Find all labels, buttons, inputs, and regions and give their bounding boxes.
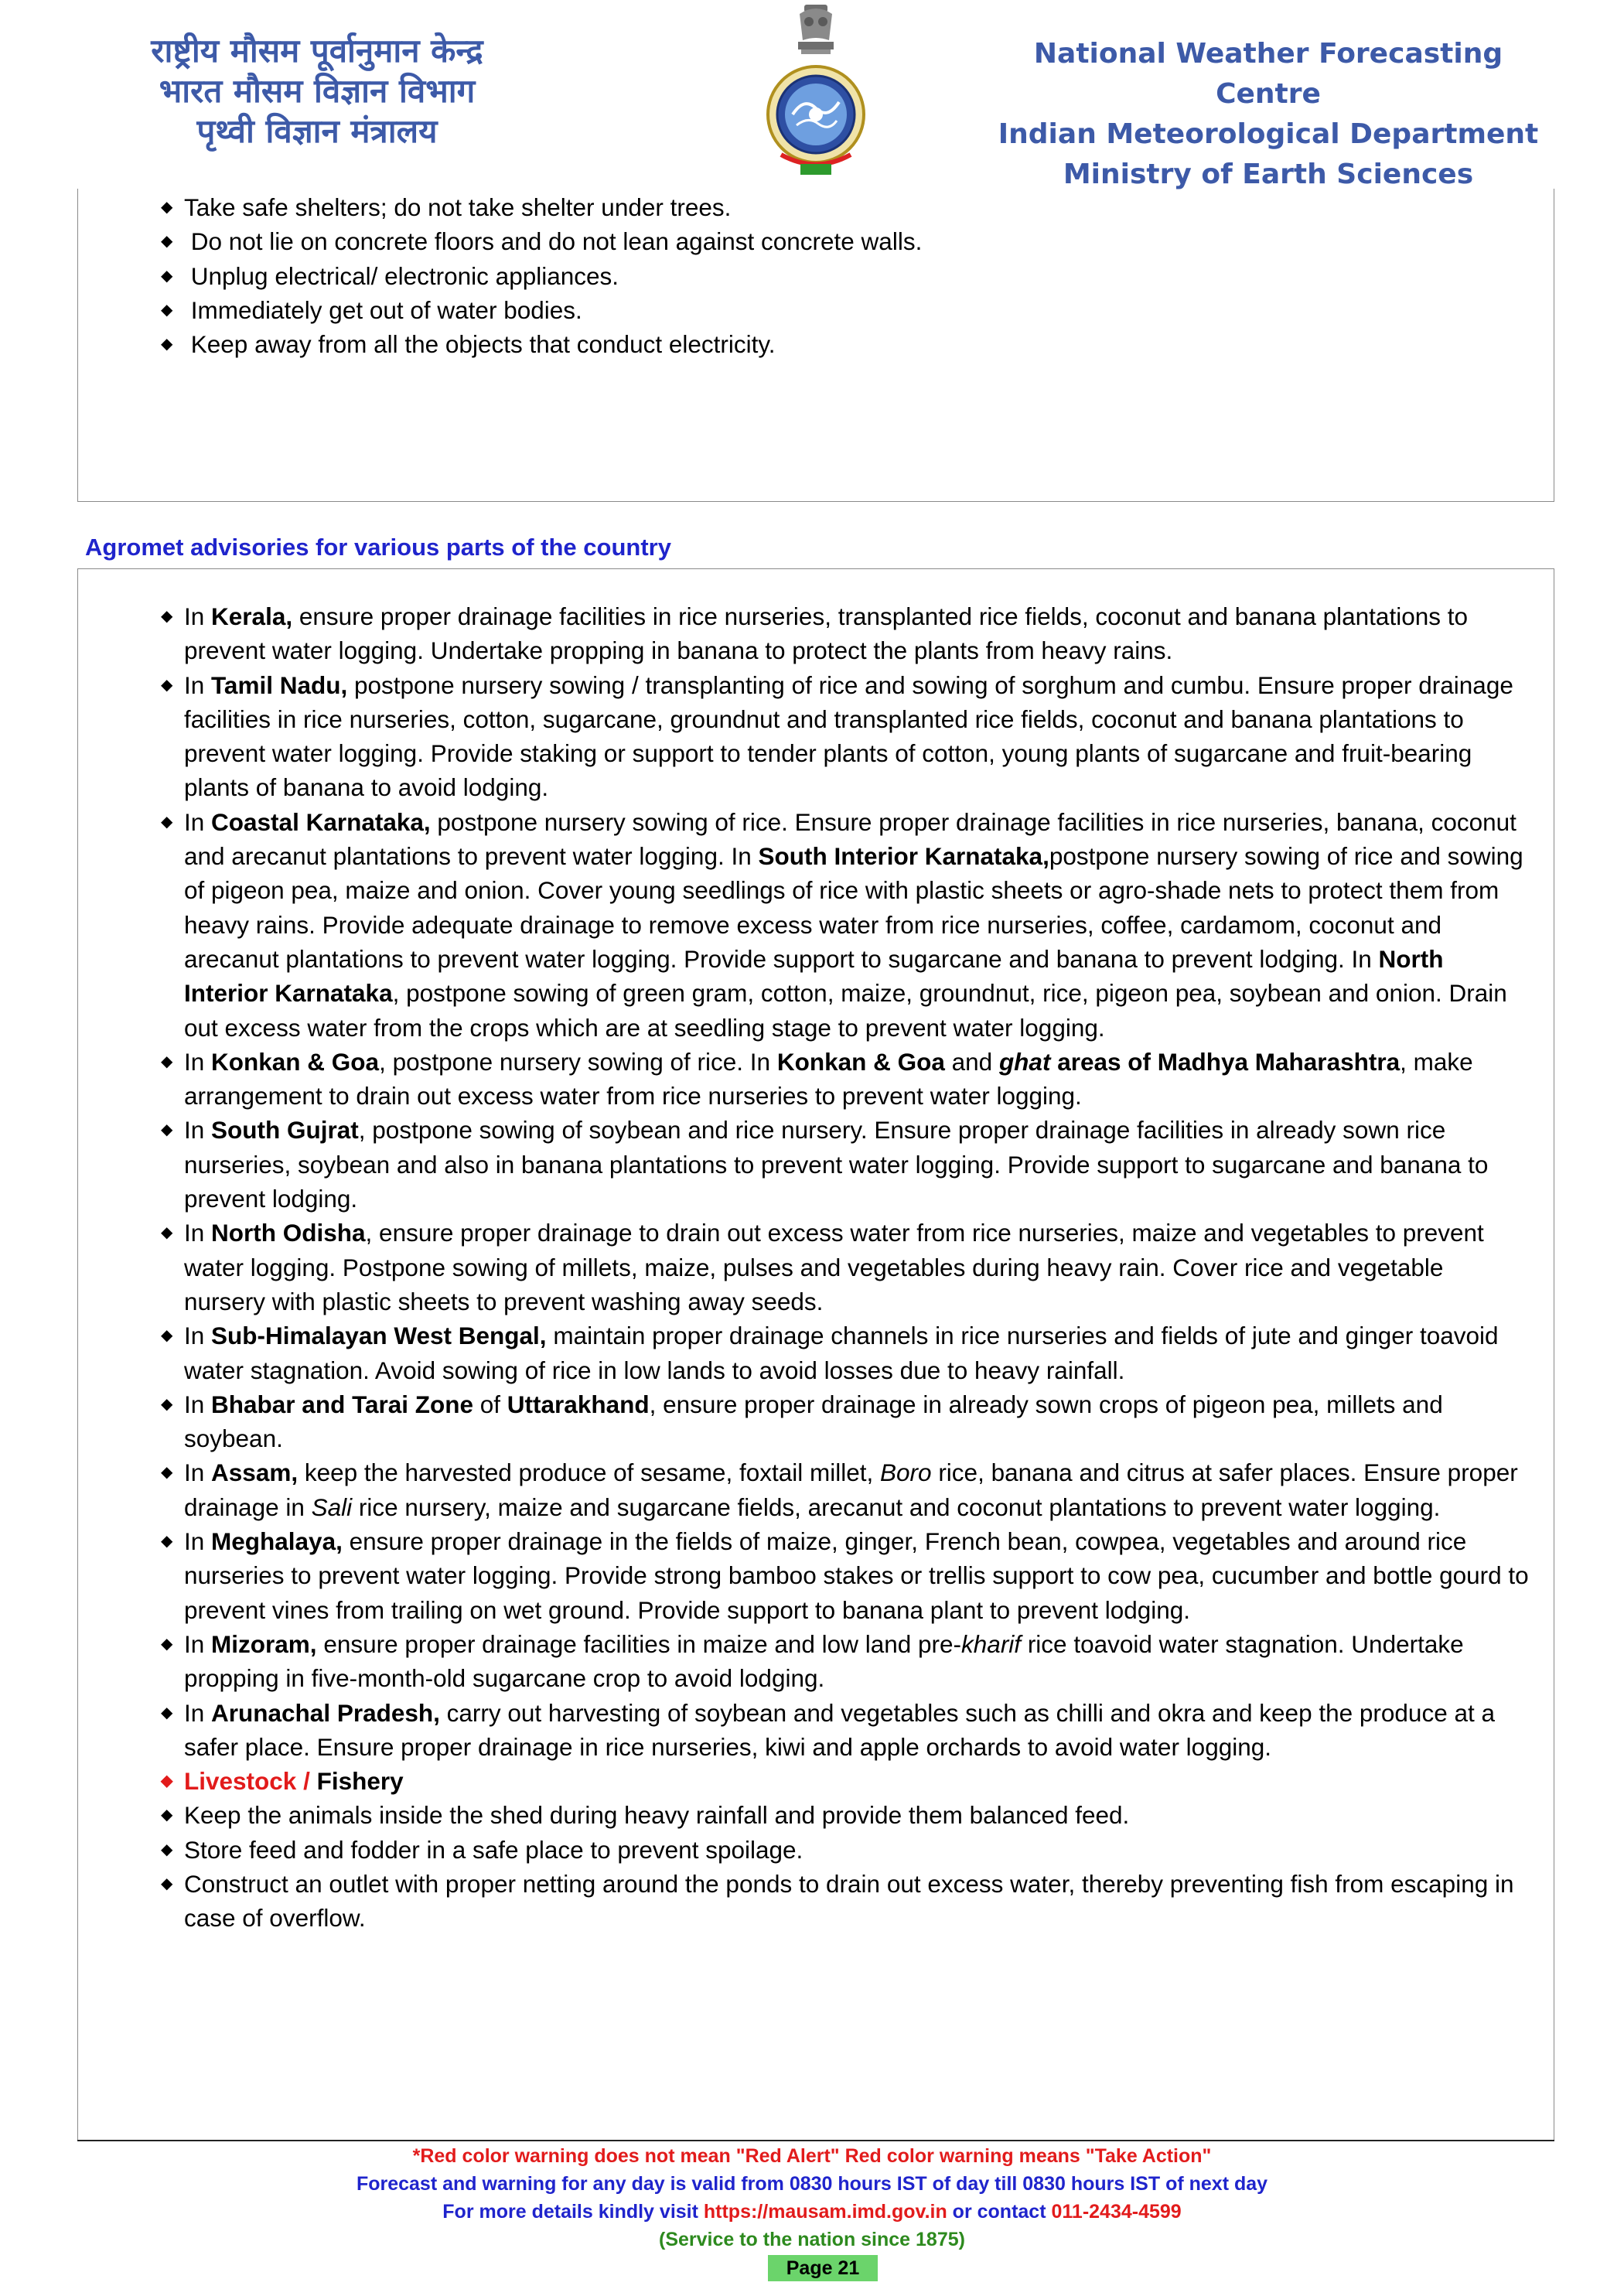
advisory-item — [161, 1524, 1530, 1627]
advisory-text: In — [184, 1219, 212, 1247]
advisory-item — [161, 805, 1530, 1045]
advisory-text: In — [184, 1458, 212, 1487]
advisory-text: ensure proper drainage facilities in rice nurseries, transplanted rice fields, coconut and banana plantations to prevent water logging. Undertake propping in banana to protect the plants from heavy rains. — [184, 602, 1469, 665]
emphasis-text: Kerala, — [211, 602, 293, 630]
livestock-item: ◆ Construct an outlet with proper netting around the ponds to drain out excess water, thereby preventing fish from escaping in case of overflow. — [184, 1867, 1530, 1936]
advisory-text: rice nursery, maize and sugarcane fields, arecanut and coconut plantations to prevent water logging. — [352, 1493, 1441, 1521]
diamond-bullet-icon: ◆ — [161, 1121, 173, 1139]
advisory-item — [161, 1387, 1530, 1456]
diamond-bullet-icon: ◆ — [161, 233, 173, 251]
livestock-item: ◆ Keep the animals inside the shed during heavy rainfall and provide them balanced feed. — [184, 1798, 1530, 1832]
advisory-text: , ensure proper drainage to drain out excess water from rice nurseries, maize and vegetables to prevent water logging. Postpone sowing of millets, maize, pulses and vegetables during heavy rain. Cover rice and vegetable nursery with plastic sheets to prevent washing away seeds. — [184, 1219, 1484, 1315]
diamond-bullet-icon: ◆ — [161, 267, 173, 285]
advisory-text: rice toavoid water stagnation. Undertake propping in five-month-old sugarcane crop to avoid lodging. — [184, 1629, 1464, 1693]
diamond-bullet-icon: ◆ — [161, 1772, 173, 1790]
emphasis-text: South Gujrat — [211, 1116, 359, 1145]
advisory-text: In — [184, 807, 212, 836]
header-hindi-title — [116, 31, 518, 152]
footer-details: For more details kindly visit https://mausam.imd.gov.in or contact 011-2434-4599 — [442, 2201, 1182, 2223]
emphasis-text: Konkan & Goa — [211, 1047, 380, 1076]
advisory-text: of — [473, 1390, 507, 1418]
advisory-item — [161, 1113, 1530, 1216]
diamond-bullet-icon: ◆ — [161, 813, 173, 831]
header-english-line: Indian Meteorological Department — [998, 118, 1539, 150]
emphasis-text: Assam, — [211, 1458, 299, 1487]
diamond-bullet-icon: ◆ — [161, 1052, 173, 1070]
diamond-bullet-icon: ◆ — [161, 199, 173, 216]
diamond-bullet-icon: ◆ — [161, 1533, 173, 1551]
diamond-bullet-icon: ◆ — [161, 301, 173, 319]
emphasis-text: North Odisha — [211, 1219, 366, 1247]
advisory-text: maintain proper drainage channels in rice nurseries and fields of jute and ginger toavoid water stagnation. Avoid sowing of rice in low lands to avoid losses due to heavy rainfall. — [184, 1322, 1499, 1384]
diamond-bullet-icon: ◆ — [161, 676, 173, 694]
advisory-text: postpone nursery sowing / transplanting of rice and sowing of sorghum and cumbu. Ensure proper drainage facilities in rice nurseries, cotton, sugarcane, groundnut and transplanted rice fields, coconut and banana plantations to prevent water logging. Provide staking or support to tender plants of cotton, young plants of sugarcane and fruit-bearing plants of banana to avoid lodging. — [184, 670, 1513, 802]
emphasis-text: Sub-Himalayan West Bengal, — [211, 1322, 547, 1350]
emphasis-text: Coastal Karnataka, — [211, 807, 431, 836]
advisory-text: In — [184, 1527, 212, 1556]
advisory-text: In — [184, 602, 212, 630]
emphasis-text: Konkan & Goa — [776, 1047, 945, 1076]
advisory-text: , postpone nursery sowing of rice. In — [379, 1047, 777, 1076]
emphasis-text: kharif — [961, 1629, 1022, 1658]
advisory-text: In — [184, 1629, 212, 1658]
advisory-item — [161, 668, 1530, 805]
diamond-bullet-icon: ◆ — [161, 608, 173, 625]
agromet-list — [161, 599, 1530, 1936]
diamond-bullet-icon: ◆ — [161, 1464, 173, 1482]
advisory-text: , make arrangement to drain out excess water from rice nurseries to prevent water logging. — [184, 1047, 1473, 1110]
imd-emblem-icon — [766, 0, 866, 186]
advisory-text: , postpone sowing of soybean and rice nursery. Ensure proper drainage facilities in already sown rice nurseries, soybean and also in banana plantations to prevent water logging. Provide support to sugarcane and banana to prevent lodging. — [184, 1116, 1489, 1213]
emphasis-text: Bhabar and Tarai Zone — [211, 1390, 474, 1418]
list-item: ◆ Do not lie on concrete floors and do not lean against concrete walls. — [184, 224, 1499, 258]
advisory-text: keep the harvested produce of sesame, foxtail millet, — [298, 1458, 881, 1487]
website-link[interactable]: https://mausam.imd.gov.in — [703, 2201, 947, 2223]
advisory-text: In — [184, 1047, 212, 1076]
advisory-item — [161, 1455, 1530, 1524]
header-hindi-line: राष्ट्रीय मौसम पूर्वानुमान केन्द्र — [151, 32, 483, 70]
emphasis-text: ghat — [998, 1047, 1051, 1076]
footer-warning-note: *Red color warning does not mean "Red Alert" Red color warning means "Take Action" — [412, 2145, 1212, 2167]
emphasis-text: South Interior Karnataka, — [758, 842, 1049, 871]
list-item: ◆ Immediately get out of water bodies. — [184, 293, 1499, 327]
list-item: ◆ Unplug electrical/ electronic appliances. — [184, 259, 1499, 293]
emphasis-text: Arunachal Pradesh, — [211, 1698, 440, 1727]
advisory-text: In — [184, 670, 212, 699]
diamond-bullet-icon: ◆ — [161, 1875, 173, 1892]
emphasis-text: North Interior Karnataka — [184, 944, 1444, 1008]
advisory-text: ensure proper drainage in the fields of maize, ginger, French bean, cowpea, vegetables and around rice nurseries to prevent water logging. Provide strong bamboo stakes or trellis support to cow pea, cucumber and bottle gourd to prevent vines from trailing on wet ground. Provide support to banana plant to prevent lodging. — [184, 1527, 1529, 1624]
advisory-item — [161, 1627, 1530, 1696]
advisory-item — [161, 1696, 1530, 1765]
advisory-text: postpone nursery sowing of rice and sowing of pigeon pea, maize and onion. Cover young seedlings of rice with plastic sheets or agro-shade nets to protect them from heavy rains. Provide adequate drainage to remove excess water from rice nurseries, coffee, cardamom, coconut and arecanut plantations to prevent water logging. Provide support to sugarcane and banana to prevent lodging. In — [184, 842, 1523, 973]
header-english-line: National Weather Forecasting Centre — [1033, 38, 1503, 110]
footer-divider — [77, 2140, 1554, 2141]
livestock-heading: ◆ Livestock / Fishery — [184, 1764, 1530, 1798]
diamond-bullet-icon: ◆ — [161, 1395, 173, 1413]
advisory-text: In — [184, 1116, 212, 1145]
advisory-item — [161, 599, 1530, 668]
diamond-bullet-icon: ◆ — [161, 1327, 173, 1345]
list-item: ◆ Keep away from all the objects that conduct electricity. — [184, 327, 1499, 361]
advisory-text: In — [184, 1390, 212, 1418]
page-number-badge: Page 21 — [768, 2255, 878, 2281]
contact-phone: 011-2434-4599 — [1051, 2201, 1182, 2223]
diamond-bullet-icon: ◆ — [161, 336, 173, 353]
emphasis-text: Tamil Nadu, — [211, 670, 348, 699]
emphasis-text: Boro — [880, 1458, 932, 1487]
header-hindi-line: भारत मौसम विज्ञान विभाग — [159, 72, 476, 110]
advisory-text: , ensure proper drainage in already sown crops of pigeon pea, millets and soybean. — [184, 1390, 1443, 1453]
diamond-bullet-icon: ◆ — [161, 1224, 173, 1242]
diamond-bullet-icon: ◆ — [161, 1635, 173, 1653]
emphasis-text: Mizoram, — [211, 1629, 317, 1658]
footer-service: (Service to the nation since 1875) — [659, 2229, 965, 2250]
advisory-text: In — [184, 1698, 212, 1727]
header-english-title — [998, 34, 1539, 195]
safety-tips-list — [161, 190, 1499, 361]
advisory-text: rice, banana and citrus at safer places. Ensure proper drainage in — [184, 1458, 1518, 1521]
emphasis-text: Meghalaya, — [211, 1527, 343, 1556]
advisory-item — [161, 1319, 1530, 1387]
header-hindi-line: पृथ्वी विज्ञान मंत्रालय — [196, 112, 438, 150]
diamond-bullet-icon: ◆ — [161, 1806, 173, 1824]
advisory-item — [161, 1045, 1530, 1114]
livestock-item: ◆ Store feed and fodder in a safe place to prevent spoilage. — [184, 1833, 1530, 1867]
emphasis-text: areas of Madhya Maharashtra — [1050, 1047, 1401, 1076]
advisory-text: postpone nursery sowing of rice. Ensure proper drainage facilities in rice nurseries, banana, coconut and arecanut plantations to prevent water logging. In — [184, 807, 1517, 871]
diamond-bullet-icon: ◆ — [161, 1841, 173, 1858]
advisory-text: and — [944, 1047, 999, 1076]
emphasis-text: Uttarakhand — [507, 1390, 650, 1418]
footer-validity: Forecast and warning for any day is valid from 0830 hours IST of day till 0830 hours IST of next day — [356, 2173, 1268, 2195]
list-item: ◆ Take safe shelters; do not take shelter under trees. — [184, 190, 1499, 224]
advisory-text: ensure proper drainage facilities in maize and low land pre- — [316, 1629, 962, 1658]
header-english-line: Ministry of Earth Sciences — [1063, 159, 1474, 190]
emphasis-text: Sali — [311, 1493, 353, 1521]
advisory-text: , postpone sowing of green gram, cotton, maize, groundnut, rice, pigeon pea, soybean and onion. Drain out excess water from the crops which are at seedling stage to prevent water logging. — [184, 979, 1507, 1042]
advisory-item — [161, 1216, 1530, 1319]
advisory-text: In — [184, 1322, 212, 1350]
advisory-text: carry out harvesting of soybean and vegetables such as chilli and okra and keep the produce at a safer place. Ensure proper drainage in rice nurseries, kiwi and apple orchards to avoid water logging. — [184, 1698, 1496, 1761]
diamond-bullet-icon: ◆ — [161, 1704, 173, 1721]
section-title: Agromet advisories for various parts of the country — [85, 534, 671, 561]
